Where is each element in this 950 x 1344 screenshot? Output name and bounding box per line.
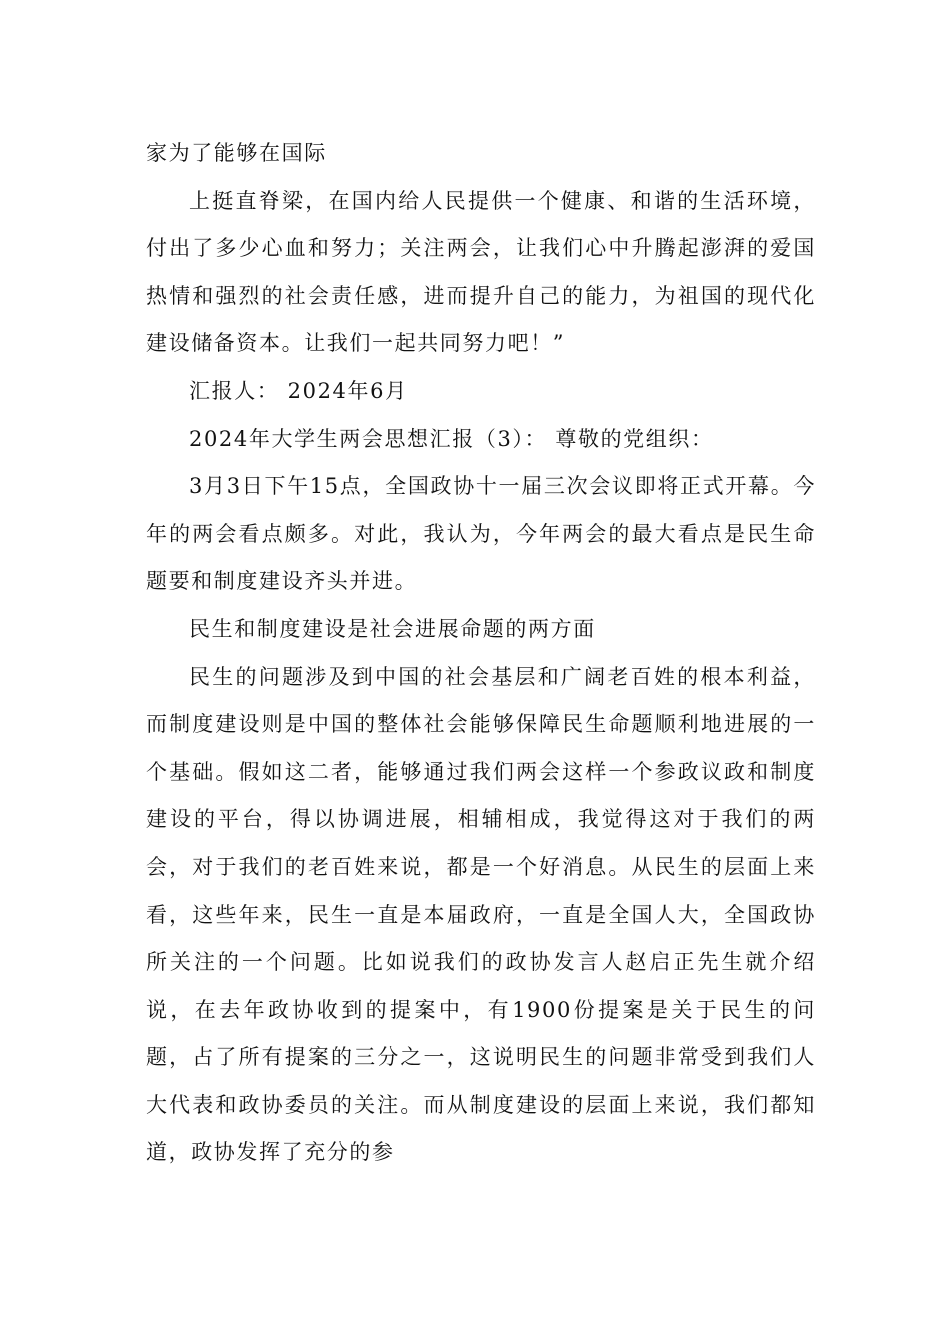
paragraph: 3月3日下午15点，全国政协十一届三次会议即将正式开幕。今年的两会看点颇多。对此，我认为，今年两会的最大看点是民生命题要和制度建设齐头并进。 bbox=[146, 474, 816, 594]
paragraph: 民生的问题涉及到中国的社会基层和广阔老百姓的根本利益，而制度建设则是中国的整体社会能够保障民生命题顺利地进展的一个基础。假如这二者，能够通过我们两会这样一个参政议政和制度建设的平台，得以协调进展，相辅相成，我觉得这对于我们的两会，对于我们的老百姓来说，都是一个好消息。从民生的层面上来看，这些年来，民生一直是本届政府，一直是全国人大，全国政协所关注的一个问题。比如说我们的政协发言人赵启正先生就介绍说，在去年政协收到的提案中，有1900份提案是关于民生的问题，占了所有提案的三分之一，这说明民生的问题非常受到我们人大代表和政协委员的关注。而从制度建设的层面上来说，我们都知道，政协发挥了充分的参 bbox=[146, 664, 816, 1165]
section-heading: 民生和制度建设是社会进展命题的两方面 bbox=[189, 616, 596, 641]
report-heading: 2024年大学生两会思想汇报（3）： 尊敬的党组织： bbox=[189, 426, 714, 451]
paragraph: 家为了能够在国际 bbox=[146, 141, 327, 165]
paragraph: 上挺直脊梁，在国内给人民提供一个健康、和谐的生活环境，付出了多少心血和努力；关注两会，让我们心中升腾起澎湃的爱国热情和强烈的社会责任感，进而提升自己的能力，为祖国的现代化建设储备资本。让我们一起共同努力吧！” bbox=[146, 188, 816, 356]
document-body bbox=[146, 130, 816, 1177]
signature-line: 汇报人： 2024年6月 bbox=[189, 378, 408, 403]
